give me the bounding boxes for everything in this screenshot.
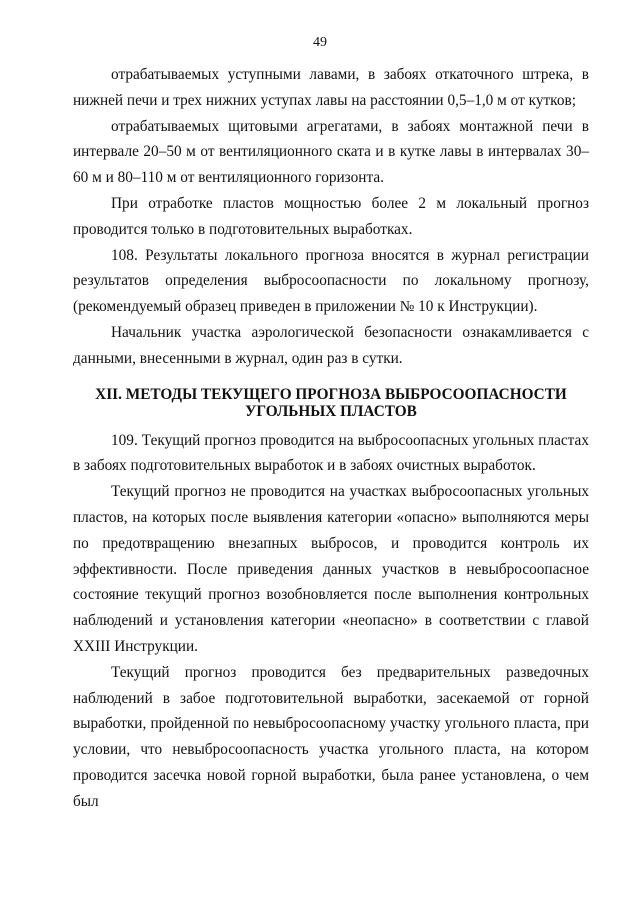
- paragraph-109: 109. Текущий прогноз проводится на выбросоопасных угольных пластах в забоях подготовительных выработок и в забоях очистных выработок.: [73, 431, 589, 475]
- paragraph-forecast-exceptions: Текущий прогноз не проводится на участках выбросоопасных угольных пластов, на которых после выявления категории «опасно» выполняются меры по предотвращению внезапных выбросов, и проводится контроль их эффективности. После приведения данных участков в невыбросоопасное состояние текущий прогноз возобновляется после выполнения контрольных наблюдений и установления категории «неопасно» в соответствии с главой XXIII Инструкции.: [73, 483, 589, 655]
- page-number: 49: [313, 35, 327, 50]
- section-heading-xii: XII. МЕТОДЫ ТЕКУЩЕГО ПРОГНОЗА ВЫБРОСООПАСНОСТИ УГОЛЬНЫХ ПЛАСТОВ: [95, 385, 567, 420]
- paragraph-thick-seams: При отработке пластов мощностью более 2 м локальный прогноз проводится только в подготовительных выработках.: [73, 194, 589, 238]
- paragraph-section-chief: Начальник участка аэрологической безопасности ознакамливается с данными, внесенными в журнал, один раз в сутки.: [73, 323, 589, 367]
- document-body: [73, 62, 589, 815]
- paragraph-108: 108. Результаты локального прогноза вносятся в журнал регистрации результатов определения выбросоопасности по локальному прогнозу, (рекомендуемый образец приведен в приложении № 10 к Инструкции).: [73, 246, 589, 316]
- paragraph-shield-units: отрабатываемых щитовыми агрегатами, в забоях монтажной печи в интервале 20–50 м от вентиляционного ската и в кутке лавы в интервалах 30–60 м и 80–110 м от вентиляционного горизонта.: [73, 117, 589, 187]
- paragraph-stepped-faces: отрабатываемых уступными лавами, в забоях откаточного штрека, в нижней печи и трех нижних уступах лавы на расстоянии 0,5–1,0 м от кутков;: [73, 66, 589, 109]
- paragraph-forecast-without-exploration: Текущий прогноз проводится без предварительных разведочных наблюдений в забое подготовительной выработки, засекаемой от горной выработки, пройденной по невыбросоопасному участку угольного пласта, при условии, что невыбросоопасность участка угольного пласта, на котором проводится засечка новой горной выработки, была ранее установлена, о чем был: [73, 663, 589, 810]
